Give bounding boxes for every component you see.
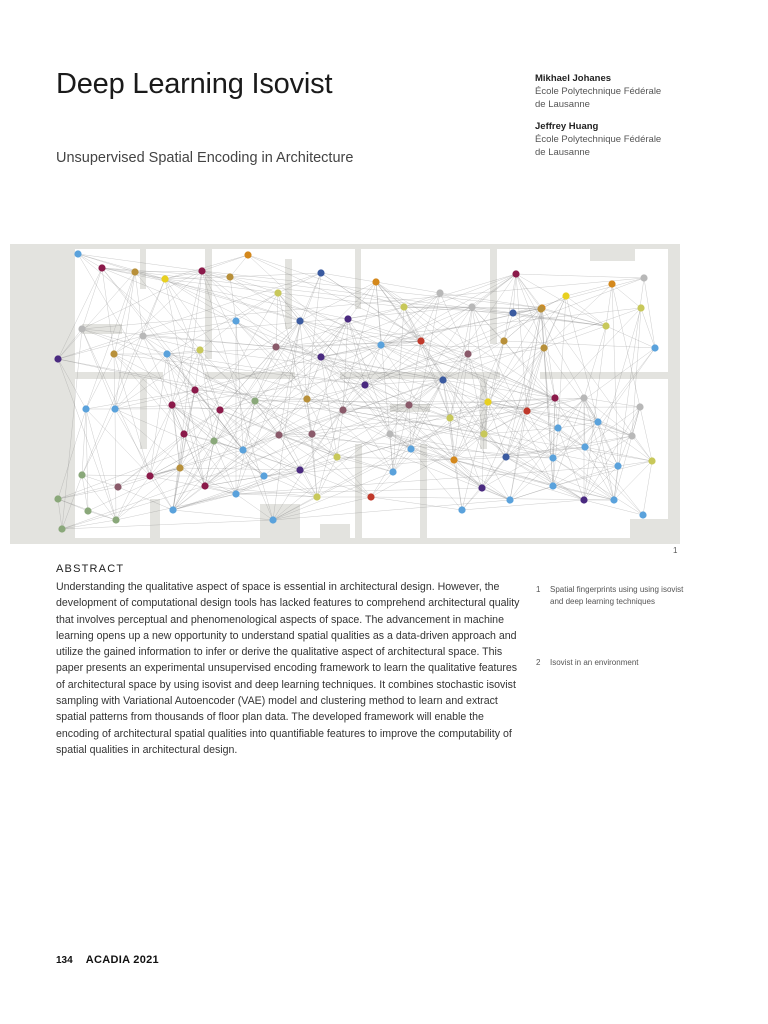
isovist-sample-node — [196, 346, 203, 353]
visibility-edge — [454, 457, 506, 460]
page-number: 134 — [56, 955, 73, 966]
isovist-sample-node — [54, 355, 61, 362]
visibility-edge — [88, 511, 116, 520]
isovist-sample-node — [389, 468, 396, 475]
visibility-edge — [273, 500, 510, 520]
isovist-sample-node — [468, 303, 475, 310]
paper-title: Deep Learning Isovist — [56, 68, 333, 100]
visibility-edge — [86, 354, 114, 409]
visibility-edge — [516, 274, 527, 411]
floor-plan-graph — [10, 244, 680, 544]
visibility-edge — [114, 354, 115, 409]
isovist-sample-node — [161, 275, 168, 282]
visibility-edge — [641, 308, 655, 348]
isovist-sample-node — [372, 278, 379, 285]
visibility-edge — [644, 278, 655, 348]
visibility-edge — [205, 486, 317, 497]
visibility-edge — [371, 472, 393, 497]
visibility-edge — [488, 402, 506, 457]
isovist-sample-node — [176, 464, 183, 471]
author-entry — [535, 120, 735, 159]
visibility-edge — [114, 271, 202, 354]
caption-number: 1 — [536, 585, 541, 594]
visibility-edge — [307, 385, 365, 399]
visibility-edge — [337, 457, 393, 472]
caption-number: 2 — [536, 658, 541, 667]
visibility-edge — [114, 354, 365, 385]
visibility-edge — [371, 497, 614, 500]
caption-text: Isovist in an environment — [550, 658, 639, 667]
visibility-edge — [513, 274, 516, 313]
isovist-sample-node — [506, 496, 513, 503]
isovist-sample-node — [296, 466, 303, 473]
isovist-sample-node — [308, 430, 315, 437]
isovist-sample-node — [509, 309, 516, 316]
isovist-sample-node — [98, 264, 105, 271]
isovist-sample-node — [637, 304, 644, 311]
visibility-edge — [230, 277, 278, 293]
visibility-edge — [506, 348, 544, 457]
visibility-edge — [440, 293, 468, 354]
isovist-sample-node — [478, 484, 485, 491]
visibility-edge — [390, 434, 553, 486]
isovist-sample-node — [436, 289, 443, 296]
isovist-sample-node — [169, 506, 176, 513]
visibility-edge — [544, 326, 606, 348]
isovist-sample-node — [275, 431, 282, 438]
visibility-edge — [516, 274, 541, 309]
visibility-edge — [300, 282, 376, 321]
caption-text: Spatial fingerprints using using isovist and deep learning techniques — [550, 585, 684, 606]
isovist-sample-node — [581, 443, 588, 450]
isovist-sample-node — [269, 516, 276, 523]
visibility-edge — [195, 390, 214, 441]
visibility-edge — [598, 348, 655, 422]
isovist-sample-node — [244, 251, 251, 258]
isovist-sample-node — [168, 401, 175, 408]
visibility-edge — [614, 407, 640, 500]
author-affiliation: de Lausanne — [535, 99, 590, 110]
isovist-sample-node — [549, 454, 556, 461]
isovist-sample-node — [226, 273, 233, 280]
visibility-edge — [598, 422, 618, 466]
isovist-sample-node — [78, 325, 85, 332]
isovist-sample-node — [551, 394, 558, 401]
isovist-sample-node — [580, 496, 587, 503]
isovist-sample-node — [201, 482, 208, 489]
author-affiliation: de Lausanne — [535, 147, 590, 158]
abstract-body: Understanding the qualitative aspect of space is essential in architectural design. However, the development of computational design tools has lacked features to comprehend architectural quality that involves perceptual and phenomenological aspects of space. The advancement in machine learning opens up a new opportunity to understand spatial qualities as a data-driven approach and utilize the gained information to infer or derive the qualitative aspect of architectural space. This paper presents an experimental unsupervised encoding framework to learn the qualitative features of architectural space by using isovist and deep learning techniques. It combines stochastic isovist sampling with Variational Autoencoder (VAE) model and clustering method to learn and extract spatial patterns from thousands of floor plan data. The developed framework will enable the encoding of architectural spatial qualities into quantifiable features to improve the computability of spatial qualities in architectural design. — [56, 581, 520, 756]
isovist-sample-node — [640, 274, 647, 281]
visibility-edge — [279, 435, 393, 472]
figure-number: 1 — [673, 546, 678, 555]
isovist-sample-node — [251, 397, 258, 404]
visibility-edge — [409, 380, 443, 405]
author-name: Jeffrey Huang — [535, 121, 599, 132]
isovist-sample-node — [386, 430, 393, 437]
isovist-sample-node — [417, 337, 424, 344]
isovist-sample-node — [628, 432, 635, 439]
conference-name: ACADIA 2021 — [85, 954, 159, 966]
visibility-edge — [236, 273, 321, 494]
isovist-sample-node — [54, 495, 61, 502]
visibility-edge — [255, 401, 488, 402]
isovist-sample-node — [317, 269, 324, 276]
isovist-sample-node — [139, 332, 146, 339]
visibility-edge — [454, 460, 510, 500]
visibility-edge — [612, 284, 640, 407]
visibility-edge — [173, 494, 236, 510]
visibility-edge — [454, 460, 462, 510]
isovist-sample-node — [540, 344, 547, 351]
visibility-edge — [555, 398, 585, 447]
isovist-sample-node — [651, 344, 658, 351]
visibility-edge — [454, 434, 484, 460]
visibility-edge — [82, 409, 86, 475]
isovist-sample-node — [608, 280, 615, 287]
visibility-edge — [86, 409, 88, 511]
visibility-edge — [468, 307, 472, 354]
visibility-edge — [598, 422, 652, 461]
visibility-edge — [116, 494, 236, 520]
visibility-edge — [504, 341, 655, 348]
isovist-sample-node — [502, 453, 509, 460]
visibility-edge — [488, 341, 504, 402]
isovist-sample-node — [580, 394, 587, 401]
isovist-sample-node — [260, 472, 267, 479]
author-name: Mikhael Johanes — [535, 73, 612, 84]
visibility-edge — [78, 254, 102, 268]
visibility-edge — [276, 293, 278, 347]
figure-captions — [536, 584, 686, 669]
isovist-sample-node — [464, 350, 471, 357]
visibility-edge — [82, 475, 150, 476]
visibility-edge — [506, 457, 614, 500]
visibility-edge — [504, 274, 516, 341]
isovist-sample-node — [562, 292, 569, 299]
isovist-sample-node — [112, 516, 119, 523]
visibility-edge — [230, 273, 321, 277]
visibility-edge — [516, 274, 644, 278]
visibility-edge — [553, 486, 584, 500]
isovist-sample-node — [450, 456, 457, 463]
visibility-edge — [78, 254, 135, 272]
visibility-edge — [321, 273, 376, 282]
isovist-sample-node — [303, 395, 310, 402]
visibility-edge — [115, 409, 116, 520]
isovist-sample-node — [610, 496, 617, 503]
isovist-sample-node — [317, 353, 324, 360]
isovist-sample-node — [84, 507, 91, 514]
visibility-edge — [276, 341, 421, 347]
visibility-edge — [484, 434, 506, 457]
isovist-sample-node — [146, 472, 153, 479]
visibility-edge — [115, 272, 135, 409]
isovist-network-figure — [10, 244, 680, 544]
caption-entry — [536, 657, 686, 669]
visibility-edge — [404, 274, 516, 307]
visibility-edge — [102, 268, 348, 319]
visibility-edge — [58, 468, 180, 499]
isovist-sample-node — [484, 398, 491, 405]
visibility-edge — [248, 255, 404, 307]
visibility-edge — [243, 450, 300, 470]
isovist-sample-node — [594, 418, 601, 425]
visibility-edge — [150, 405, 172, 476]
visibility-edge — [376, 282, 440, 293]
author-affiliation: École Polytechnique Fédérale — [535, 86, 662, 97]
visibility-edge — [307, 399, 317, 497]
isovist-sample-node — [131, 268, 138, 275]
visibility-edge — [236, 470, 300, 494]
isovist-sample-node — [74, 250, 81, 257]
isovist-sample-node — [400, 303, 407, 310]
isovist-sample-node — [458, 506, 465, 513]
isovist-sample-node — [405, 401, 412, 408]
visibility-edge — [202, 271, 276, 347]
isovist-sample-node — [272, 343, 279, 350]
isovist-sample-node — [554, 424, 561, 431]
isovist-sample-node — [480, 430, 487, 437]
visibility-edge — [135, 272, 300, 321]
isovist-sample-node — [377, 341, 384, 348]
visibility-edge — [513, 313, 606, 326]
isovist-sample-node — [361, 381, 368, 388]
isovist-sample-node — [216, 406, 223, 413]
isovist-sample-node — [500, 337, 507, 344]
author-entry — [535, 72, 735, 111]
visibility-edge — [544, 284, 612, 348]
isovist-sample-node — [439, 376, 446, 383]
isovist-sample-node — [639, 511, 646, 518]
visibility-edge — [62, 520, 273, 529]
visibility-edge — [214, 441, 236, 494]
isovist-sample-node — [636, 403, 643, 410]
isovist-sample-node — [344, 315, 351, 322]
isovist-sample-node — [602, 322, 609, 329]
isovist-sample-node — [333, 453, 340, 460]
visibility-edge — [78, 254, 165, 279]
visibility-edge — [300, 273, 321, 321]
visibility-edge — [88, 468, 180, 511]
isovist-sample-node — [180, 430, 187, 437]
visibility-edge — [584, 308, 641, 500]
visibility-edge — [317, 449, 411, 497]
page-footer — [56, 954, 159, 966]
isovist-sample-node — [523, 407, 530, 414]
visibility-edge — [82, 268, 102, 329]
visibility-edge — [200, 350, 279, 435]
visibility-edge — [167, 354, 205, 486]
visibility-edge — [516, 274, 542, 308]
isovist-sample-node — [58, 525, 65, 532]
author-block — [535, 72, 735, 168]
visibility-edge — [143, 336, 200, 350]
visibility-edge — [393, 307, 404, 472]
isovist-sample-node — [407, 445, 414, 452]
visibility-edge — [143, 321, 236, 336]
isovist-sample-node — [446, 414, 453, 421]
isovist-sample-node — [114, 483, 121, 490]
caption-entry — [536, 584, 686, 607]
visibility-edge — [165, 271, 202, 279]
visibility-edge — [114, 336, 143, 354]
visibility-edge — [173, 486, 205, 510]
visibility-edge — [612, 284, 641, 308]
visibility-edge — [321, 308, 542, 357]
isovist-sample-node — [549, 482, 556, 489]
visibility-edge — [173, 510, 273, 520]
author-affiliation: École Polytechnique Fédérale — [535, 134, 662, 145]
isovist-sample-node — [614, 462, 621, 469]
isovist-sample-node — [339, 406, 346, 413]
isovist-sample-node — [367, 493, 374, 500]
visibility-edge — [195, 390, 279, 435]
visibility-edge — [243, 435, 279, 450]
isovist-sample-node — [110, 350, 117, 357]
visibility-edge — [411, 449, 614, 500]
visibility-edge — [172, 405, 220, 410]
paper-subtitle: Unsupervised Spatial Encoding in Architecture — [56, 150, 354, 166]
isovist-sample-node — [296, 317, 303, 324]
isovist-sample-node — [313, 493, 320, 500]
visibility-edge — [566, 284, 612, 296]
visibility-edge — [58, 273, 321, 359]
visibility-edge — [585, 348, 655, 447]
visibility-edge — [172, 350, 200, 405]
isovist-sample-node — [512, 270, 519, 277]
visibility-edge — [300, 411, 527, 470]
isovist-sample-node — [78, 471, 85, 478]
isovist-sample-node — [232, 490, 239, 497]
visibility-edge — [443, 380, 450, 418]
visibility-edge — [365, 380, 443, 385]
isovist-sample-node — [274, 289, 281, 296]
visibility-edge — [462, 500, 584, 510]
isovist-sample-node — [163, 350, 170, 357]
isovist-sample-node — [239, 446, 246, 453]
visibility-edge — [584, 326, 606, 398]
visibility-edge — [585, 447, 652, 461]
isovist-sample-node — [191, 386, 198, 393]
isovist-sample-node — [537, 305, 544, 312]
isovist-sample-node — [198, 267, 205, 274]
isovist-sample-node — [648, 457, 655, 464]
abstract-heading: ABSTRACT — [56, 563, 125, 575]
visibility-edge — [506, 457, 584, 500]
visibility-edge — [114, 354, 184, 434]
visibility-edge — [462, 488, 482, 510]
isovist-sample-node — [232, 317, 239, 324]
isovist-sample-node — [82, 405, 89, 412]
visibility-edge — [553, 461, 652, 486]
visibility-edge — [506, 309, 541, 457]
isovist-sample-node — [210, 437, 217, 444]
visibility-edge — [510, 486, 553, 500]
visibility-edge — [598, 422, 614, 500]
visibility-edge — [82, 409, 115, 475]
visibility-edge — [86, 409, 116, 520]
isovist-sample-node — [111, 405, 118, 412]
